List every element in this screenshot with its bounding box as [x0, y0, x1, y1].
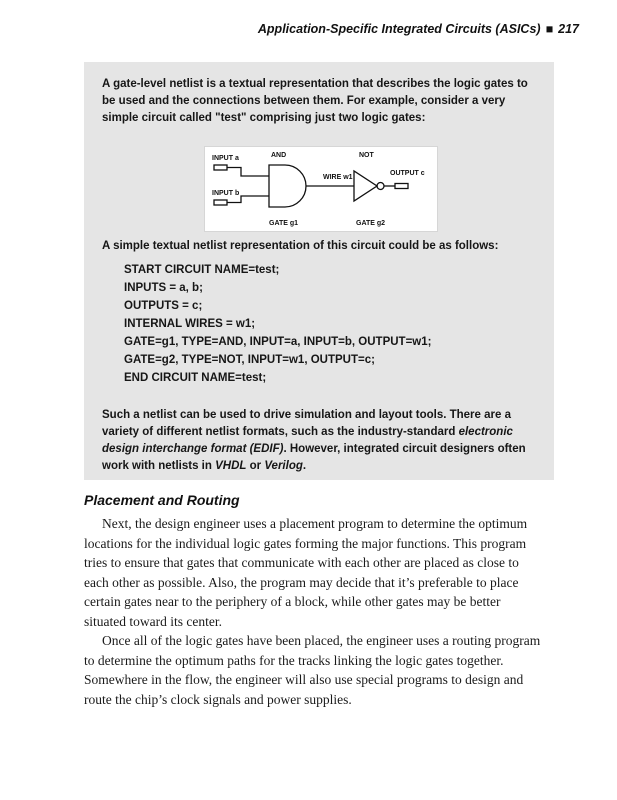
gate-g1-label: GATE g1 [269, 220, 299, 227]
verilog-term: Verilog [264, 460, 303, 472]
body-paragraph: Once all of the logic gates have been placed, the engineer uses a routing program to determine the optimum paths for the tracks linking the logic gates together. Somewhere in the flow, the engineer will also use special programs to design and route the chip’s clock signals and power supplies. [84, 633, 541, 707]
input-b-pin [214, 200, 227, 205]
code-line: GATE=g1, TYPE=AND, INPUT=a, INPUT=b, OUTPUT=w1; [124, 336, 432, 348]
vhdl-term: VHDL [215, 460, 247, 472]
input-b-label: INPUT b [212, 190, 240, 197]
wire-label: WIRE w1 [323, 174, 353, 181]
gate-g2-label: GATE g2 [356, 220, 386, 227]
section-heading: Placement and Routing [84, 492, 240, 508]
running-head-separator: ■ [545, 22, 554, 36]
body-paragraph: Next, the design engineer uses a placement program to determine the optimum locations for the individual logic gates forming the major functions. This program tries to ensure that gates that communicate with each other are placed as close to each other as possible. Also, the program may decide that it’s preferable to place certain gates near to the periphery of a block, while other gates may be better situated toward its center. [84, 516, 528, 629]
code-line: INPUTS = a, b; [124, 282, 203, 294]
netlist-code [124, 262, 431, 388]
input-a-wire [227, 168, 269, 177]
page-number: 217 [558, 22, 579, 36]
edif-term: electronic design interchange format (EDIF) [102, 426, 513, 455]
output-c-pin [395, 184, 408, 189]
outro-text: Such a netlist can be used to drive simulation and layout tools. There are a variety of different netlist formats, such as the industry-standard [102, 409, 511, 438]
sidebar-intro: A gate-level netlist is a textual representation that describes the logic gates to be used and the connections between them. For example, consider a very simple circuit called "test" comprising just two logic gates: [102, 78, 528, 124]
body-text [84, 514, 544, 709]
outro-text: . [302, 460, 307, 472]
sidebar-lead: A simple textual netlist representation of this circuit could be as follows: [102, 240, 499, 252]
netlist-sidebar [84, 62, 554, 480]
code-line: INTERNAL WIRES = w1; [124, 318, 256, 330]
code-line: GATE=g2, TYPE=NOT, INPUT=w1, OUTPUT=c; [124, 354, 375, 366]
outro-text: or [246, 460, 265, 472]
circuit-diagram [204, 146, 438, 232]
and-gate-symbol [269, 165, 306, 207]
input-a-label: INPUT a [212, 155, 239, 162]
code-line: START CIRCUIT NAME=test; [124, 264, 280, 276]
code-line: OUTPUTS = c; [124, 300, 203, 312]
sidebar-outro [102, 407, 542, 475]
code-line: END CIRCUIT NAME=test; [124, 372, 267, 384]
and-gate-label: AND [271, 152, 287, 159]
input-a-pin [214, 165, 227, 170]
not-gate-label: NOT [359, 152, 374, 159]
output-c-label: OUTPUT c [390, 170, 425, 177]
circuit-diagram-svg [205, 147, 437, 231]
running-head [258, 22, 579, 36]
running-head-title: Application-Specific Integrated Circuits (ASICs) [257, 22, 541, 36]
outro-text: . However, integrated circuit designers often work with netlists in [102, 443, 526, 472]
not-gate-symbol [354, 171, 377, 201]
